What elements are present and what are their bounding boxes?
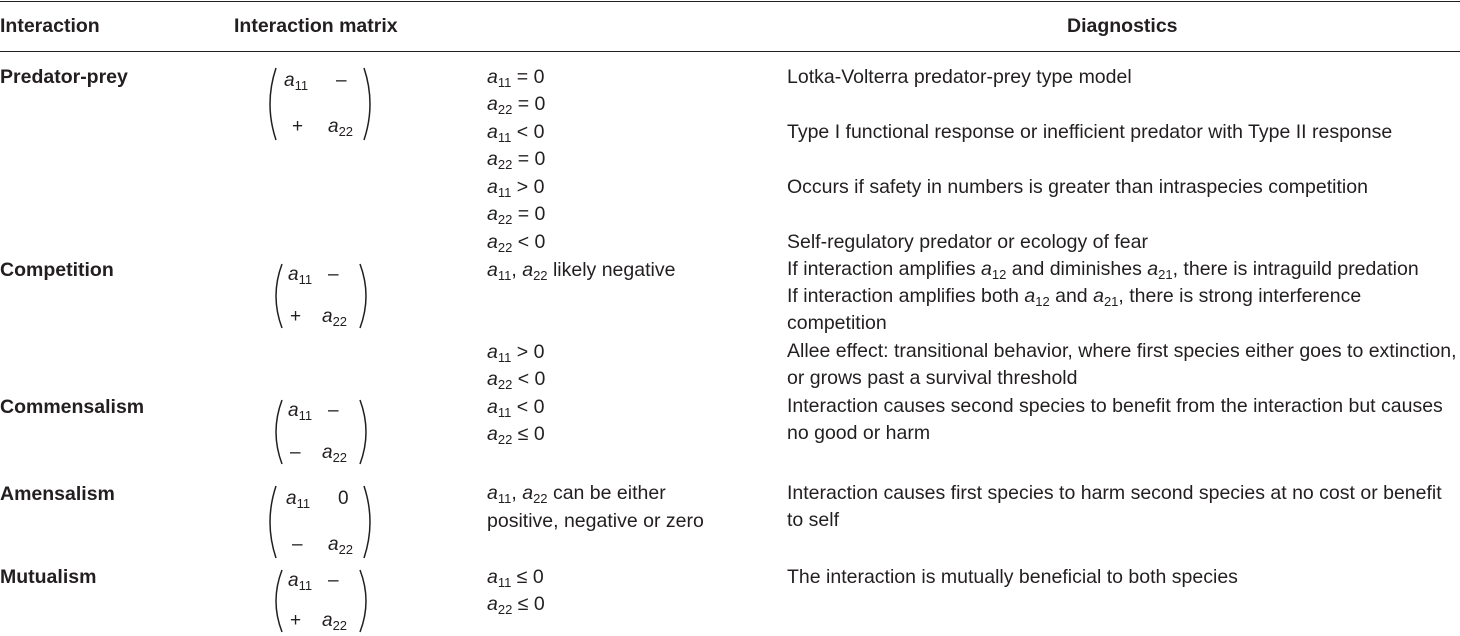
matrix-cell-a21: – bbox=[292, 534, 303, 555]
row-name-mutualism: Mutualism bbox=[0, 566, 97, 588]
condition-line: $a_{11} = 0$ bbox=[487, 66, 545, 90]
row-name-predator-prey: Predator-prey bbox=[0, 66, 128, 88]
matrix-mutualism bbox=[270, 568, 372, 634]
matrix-cell-a12: – bbox=[328, 264, 339, 285]
matrix-cell-a11: $a_{11}$ bbox=[284, 70, 309, 93]
diagnostic-text: Interaction causes first species to harm second species at no cost or benefit to self bbox=[787, 482, 1442, 531]
condition-line: $a_{22} = 0$ bbox=[487, 148, 546, 172]
matrix-cell-a22: $a_{22}$ bbox=[328, 534, 354, 557]
matrix-brackets bbox=[264, 66, 376, 142]
condition-line: $a_{11}$, $a_{22}$ can be either positive, negative or zero bbox=[487, 482, 704, 532]
diagnostic-text: If interaction amplifies both $a_{12}$ and $a_{21}$, there is strong interference competition bbox=[787, 285, 1362, 334]
matrix-cell-a22: $a_{22}$ bbox=[328, 116, 354, 139]
table-top-rule bbox=[0, 1, 1460, 2]
condition-line: $a_{11} < 0$ bbox=[487, 121, 545, 145]
row-name-commensalism: Commensalism bbox=[0, 396, 145, 418]
table-header-rule bbox=[0, 51, 1460, 52]
diagnostic-text: Occurs if safety in numbers is greater than intraspecies competition bbox=[787, 176, 1368, 198]
matrix-cell-a11: $a_{11}$ bbox=[288, 400, 313, 423]
matrix-competition bbox=[270, 262, 372, 330]
diagnostic-text: If interaction amplifies $a_{12}$ and diminishes $a_{21}$, there is intraguild predation bbox=[787, 258, 1419, 282]
matrix-commensalism bbox=[270, 398, 372, 466]
diagnostic-text: Interaction causes second species to benefit from the interaction but causes no good or harm bbox=[787, 395, 1443, 444]
diagnostic-text: Lotka-Volterra predator-prey type model bbox=[787, 66, 1132, 88]
condition-line: $a_{22} < 0$ bbox=[487, 368, 546, 392]
matrix-amensalism bbox=[264, 484, 376, 560]
condition-line: $a_{11} \le 0$ bbox=[487, 566, 544, 590]
matrix-brackets bbox=[270, 568, 372, 634]
matrix-brackets bbox=[270, 398, 372, 466]
matrix-brackets bbox=[264, 484, 376, 560]
condition-line: $a_{11} > 0$ bbox=[487, 176, 545, 200]
condition-line: $a_{22} \le 0$ bbox=[487, 593, 545, 617]
condition-line: $a_{22} < 0$ bbox=[487, 231, 546, 255]
matrix-cell-a12: – bbox=[328, 400, 339, 421]
matrix-cell-a21: – bbox=[290, 442, 301, 463]
row-name-amensalism: Amensalism bbox=[0, 483, 115, 505]
matrix-cell-a11: $a_{11}$ bbox=[288, 264, 313, 287]
matrix-brackets bbox=[270, 262, 372, 330]
matrix-cell-a11: $a_{11}$ bbox=[286, 488, 311, 511]
condition-line: $a_{11} > 0$ bbox=[487, 341, 545, 365]
matrix-cell-a12: 0 bbox=[338, 488, 349, 509]
matrix-cell-a21: + bbox=[290, 610, 302, 631]
diagnostic-text: The interaction is mutually beneficial to both species bbox=[787, 566, 1238, 588]
diagnostic-text: Self-regulatory predator or ecology of fear bbox=[787, 231, 1148, 253]
header-interaction-matrix: Interaction matrix bbox=[234, 15, 398, 37]
header-interaction: Interaction bbox=[0, 15, 100, 37]
matrix-cell-a22: $a_{22}$ bbox=[322, 442, 348, 465]
matrix-cell-a11: $a_{11}$ bbox=[288, 570, 313, 593]
matrix-cell-a12: – bbox=[336, 70, 347, 91]
condition-line: $a_{11}$, $a_{22}$ likely negative bbox=[487, 259, 676, 283]
condition-line: $a_{22} = 0$ bbox=[487, 93, 546, 117]
row-name-competition: Competition bbox=[0, 259, 114, 281]
condition-line: $a_{11} < 0$ bbox=[487, 396, 545, 420]
header-diagnostics: Diagnostics bbox=[1067, 15, 1178, 37]
matrix-cell-a21: + bbox=[290, 306, 302, 327]
diagnostic-text: Allee effect: transitional behavior, where first species either goes to extinction, or grows past a survival threshold bbox=[787, 340, 1457, 389]
condition-line: $a_{22} = 0$ bbox=[487, 203, 546, 227]
matrix-cell-a12: – bbox=[328, 570, 339, 591]
matrix-cell-a22: $a_{22}$ bbox=[322, 306, 348, 329]
diagnostic-text: Type I functional response or inefficient predator with Type II response bbox=[787, 121, 1393, 143]
matrix-cell-a21: + bbox=[292, 116, 304, 137]
condition-line: $a_{22} \le 0$ bbox=[487, 423, 545, 447]
matrix-predator-prey bbox=[264, 66, 376, 142]
matrix-cell-a22: $a_{22}$ bbox=[322, 610, 348, 633]
